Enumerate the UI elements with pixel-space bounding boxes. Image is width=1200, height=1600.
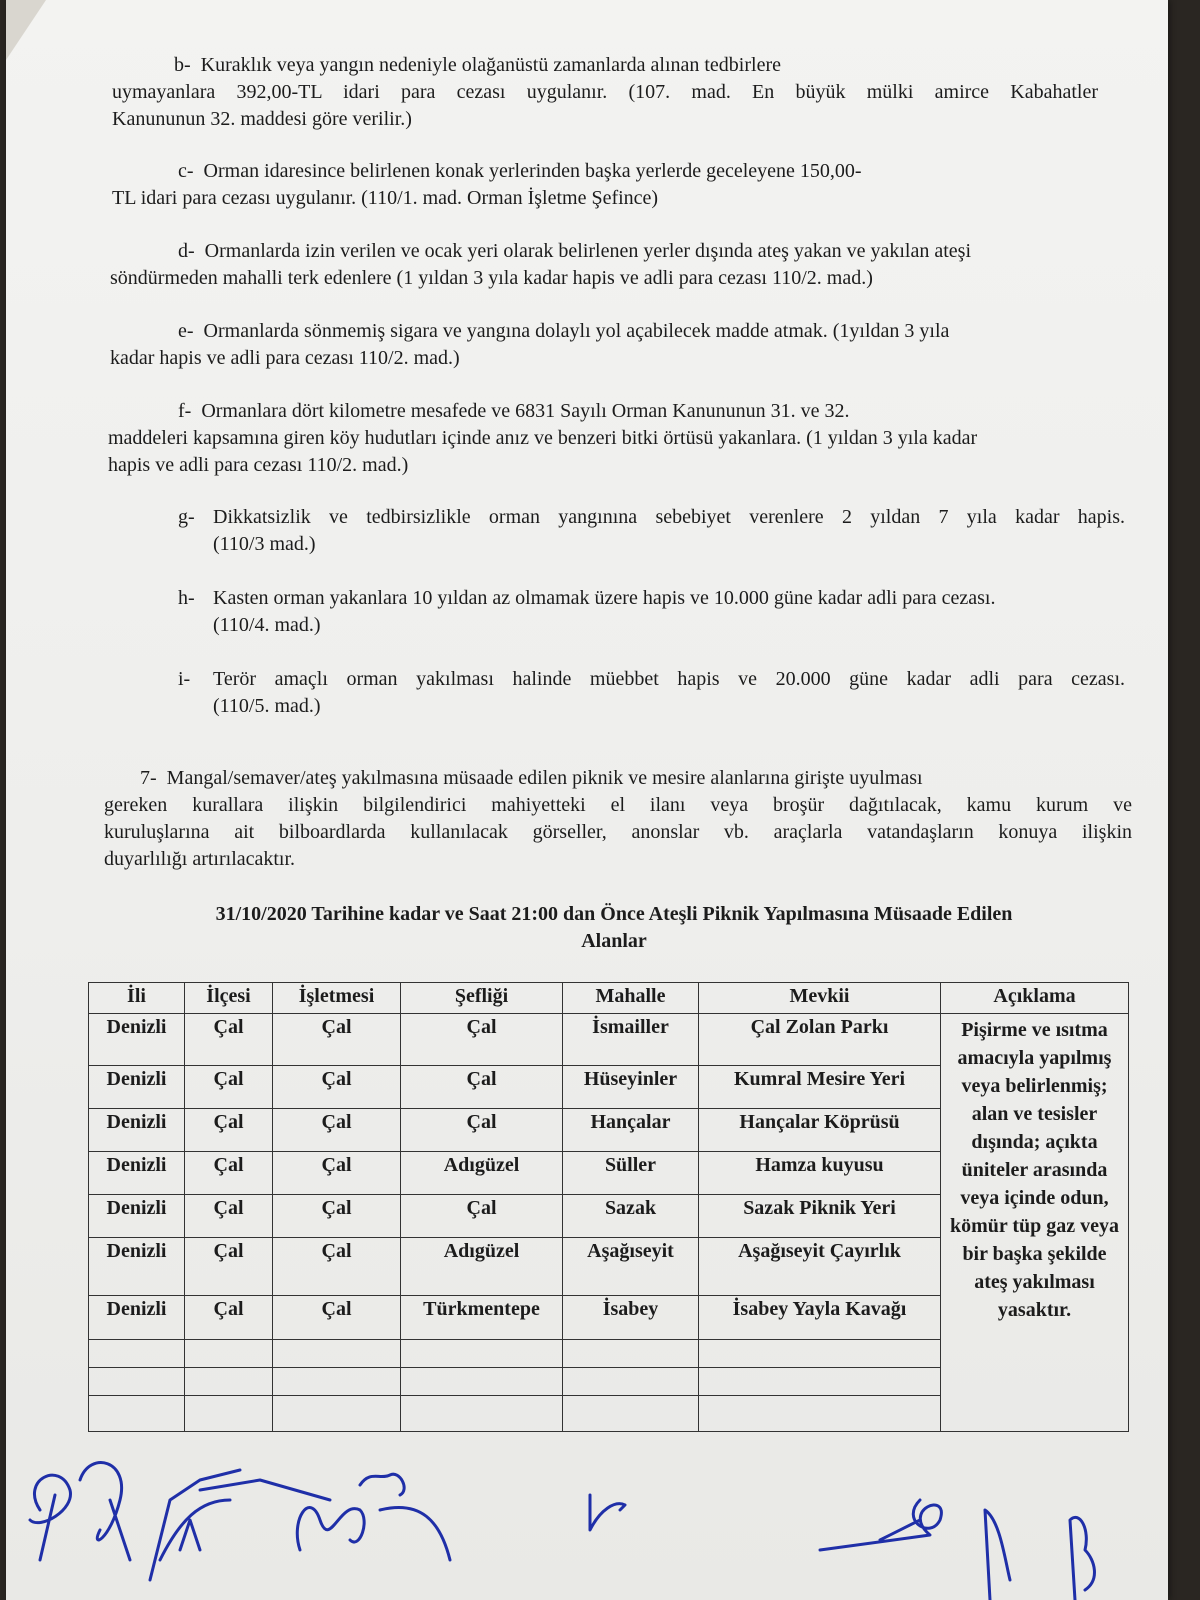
- cell-mahalle: İsmailler: [563, 1014, 699, 1066]
- cell-ili: Denizli: [89, 1296, 185, 1340]
- item-b-marker: b-: [174, 54, 191, 76]
- cell-ili: Denizli: [89, 1238, 185, 1296]
- item-d-line1: [178, 238, 971, 265]
- item-h-line1: Kasten orman yakanlara 10 yıldan az olmamak üzere hapis ve 10.000 güne kadar adli para cezası.: [213, 587, 996, 609]
- item-e-line1: [178, 318, 949, 345]
- cell-sefligi: Çal: [401, 1109, 563, 1152]
- section7-text1: Mangal/semaver/ateş yakılmasına müsaade edilen piknik ve mesire alanlarına girişte uyulması: [166, 767, 923, 789]
- item-c-line2: TL idari para cezası uygulanır. (110/1. mad. Orman İşletme Şefince): [112, 187, 659, 209]
- cell-sefligi: Adıgüzel: [401, 1238, 563, 1296]
- item-e-line2: kadar hapis ve adli para cezası 110/2. mad.): [110, 347, 460, 369]
- cell-mevkii: Sazak Piknik Yeri: [699, 1195, 941, 1238]
- item-c-line1: [178, 158, 862, 185]
- header-isletmesi: İşletmesi: [273, 983, 401, 1014]
- cell-isletmesi: Çal: [273, 1014, 401, 1066]
- cell-ilcesi: Çal: [185, 1238, 273, 1296]
- cell-sefligi: Türkmentepe: [401, 1296, 563, 1340]
- section7-line3: kuruluşlarına ait bilboardlarda kullanılacak görseller, anonslar vb. araçlarla vatandaşların konuya ilişkin: [104, 821, 1132, 843]
- cell-mahalle: Süller: [563, 1152, 699, 1195]
- cell-mahalle: Sazak: [563, 1195, 699, 1238]
- cell-ili: Denizli: [89, 1066, 185, 1109]
- cell-ili: Denizli: [89, 1195, 185, 1238]
- cell-isletmesi: Çal: [273, 1238, 401, 1296]
- handwritten-signatures: [0, 1440, 1200, 1600]
- header-sefligi: Şefliği: [401, 983, 563, 1014]
- cell-mevkii: Kumral Mesire Yeri: [699, 1066, 941, 1109]
- item-f-line3: hapis ve adli para cezası 110/2. mad.): [108, 454, 409, 476]
- item-i-line1: Terör amaçlı orman yakılması halinde müebbet hapis ve 20.000 güne kadar adli para cezası.: [213, 668, 1125, 690]
- cell-mahalle: Hançalar: [563, 1109, 699, 1152]
- header-mahalle: Mahalle: [563, 983, 699, 1014]
- signature-6: [985, 1510, 1094, 1600]
- item-g-line1: Dikkatsizlik ve tedbirsizlikle orman yangınına sebebiyet verenlere 2 yıldan 7 yıla kadar hapis.: [213, 506, 1125, 528]
- table-title-line2: Alanlar: [581, 930, 647, 952]
- item-d-line2: söndürmeden mahalli terk edenlere (1 yıldan 3 yıla kadar hapis ve adli para cezası 110/2. mad.): [110, 267, 873, 289]
- cell-mevkii: Hançalar Köprüsü: [699, 1109, 941, 1152]
- cell-isletmesi: Çal: [273, 1195, 401, 1238]
- cell-isletmesi: Çal: [273, 1109, 401, 1152]
- item-h-marker: h-: [178, 587, 195, 609]
- cell-ilcesi: Çal: [185, 1066, 273, 1109]
- item-f-line1: [178, 398, 849, 425]
- item-c-text1: Orman idaresince belirlenen konak yerlerinden başka yerlerde geceleyene 150,00-: [203, 160, 862, 182]
- item-e-marker: e-: [178, 320, 194, 342]
- item-g-line2: (110/3 mad.): [213, 533, 316, 555]
- item-f-text1: Ormanlara dört kilometre mesafede ve 6831 Sayılı Orman Kanununun 31. ve 32.: [201, 400, 850, 422]
- item-f-line2: maddeleri kapsamına giren köy hudutları içinde anız ve benzeri bitki örtüsü yakanlara. (1 yıldan 3 yıla kadar: [108, 427, 978, 449]
- signature-4: [590, 1495, 625, 1530]
- header-ili: İli: [89, 983, 185, 1014]
- item-b-line2: uymayanlara 392,00-TL idari para cezası uygulanır. (107. mad. En büyük mülki amirce Kabahatler: [112, 81, 1098, 103]
- item-i-marker: i-: [178, 668, 191, 690]
- cell-mevkii: Aşağıseyit Çayırlık: [699, 1238, 941, 1296]
- table-header-row: [89, 983, 1129, 1014]
- picnic-areas-table: [88, 982, 1129, 1432]
- item-h-line2: (110/4. mad.): [213, 614, 321, 636]
- cell-aciklama: Pişirme ve ısıtma amacıyla yapılmış veya belirlenmiş; alan ve tesisler dışında; açıkta üniteler arasında veya içinde odun, kömür tüp gaz veya bir başka şekilde ateş yakılması yasaktır.: [941, 1014, 1129, 1432]
- cell-isletmesi: Çal: [273, 1152, 401, 1195]
- signature-1: [30, 1463, 130, 1560]
- cell-ilcesi: Çal: [185, 1296, 273, 1340]
- item-i-line2: (110/5. mad.): [213, 695, 321, 717]
- item-g-marker: g-: [178, 506, 195, 528]
- item-f-marker: f-: [178, 400, 192, 422]
- folded-corner: [6, 0, 46, 60]
- cell-ili: Denizli: [89, 1109, 185, 1152]
- item-c-marker: c-: [178, 160, 194, 182]
- header-aciklama: Açıklama: [941, 983, 1129, 1014]
- cell-ili: Denizli: [89, 1152, 185, 1195]
- item-d-marker: d-: [178, 240, 195, 262]
- cell-sefligi: Adıgüzel: [401, 1152, 563, 1195]
- cell-ilcesi: Çal: [185, 1152, 273, 1195]
- cell-mahalle: Hüseyinler: [563, 1066, 699, 1109]
- signature-5: [820, 1500, 941, 1550]
- section7-line2: gereken kurallara ilişkin bilgilendirici mahiyetteki el ilanı veya broşür dağıtılacak, kamu kurum ve: [104, 794, 1132, 816]
- item-b-text1: Kuraklık veya yangın nedeniyle olağanüstü zamanlarda alınan tedbirlere: [200, 54, 781, 76]
- cell-isletmesi: Çal: [273, 1066, 401, 1109]
- cell-ilcesi: Çal: [185, 1014, 273, 1066]
- cell-mevkii: Hamza kuyusu: [699, 1152, 941, 1195]
- cell-mevkii: Çal Zolan Parkı: [699, 1014, 941, 1066]
- item-b-line1: [174, 52, 781, 79]
- header-ilcesi: İlçesi: [185, 983, 273, 1014]
- table-title-line1: 31/10/2020 Tarihine kadar ve Saat 21:00 dan Önce Ateşli Piknik Yapılmasına Müsaade Edilen: [215, 903, 1013, 925]
- cell-sefligi: Çal: [401, 1014, 563, 1066]
- header-mevkii: Mevkii: [699, 983, 941, 1014]
- cell-ilcesi: Çal: [185, 1109, 273, 1152]
- cell-mahalle: Aşağıseyit: [563, 1238, 699, 1296]
- cell-sefligi: Çal: [401, 1195, 563, 1238]
- cell-mahalle: İsabey: [563, 1296, 699, 1340]
- cell-sefligi: Çal: [401, 1066, 563, 1109]
- cell-ilcesi: Çal: [185, 1195, 273, 1238]
- signature-3: [297, 1474, 450, 1560]
- section7-line4: duyarlılığı artırılacaktır.: [104, 848, 296, 870]
- item-e-text1: Ormanlarda sönmemiş sigara ve yangına dolaylı yol açabilecek madde atmak. (1yıldan 3 yıla: [203, 320, 950, 342]
- cell-ili: Denizli: [89, 1014, 185, 1066]
- item-d-text1: Ormanlarda izin verilen ve ocak yeri olarak belirlenen yerler dışında ateş yakan ve yakılan ateşi: [204, 240, 971, 262]
- section7-marker: 7-: [140, 767, 157, 789]
- table-row: [89, 1014, 1129, 1066]
- section7-line1: [140, 765, 923, 792]
- cell-mevkii: İsabey Yayla Kavağı: [699, 1296, 941, 1340]
- cell-isletmesi: Çal: [273, 1296, 401, 1340]
- item-b-line3: Kanununun 32. maddesi göre verilir.): [112, 108, 412, 130]
- signature-2: [150, 1470, 330, 1580]
